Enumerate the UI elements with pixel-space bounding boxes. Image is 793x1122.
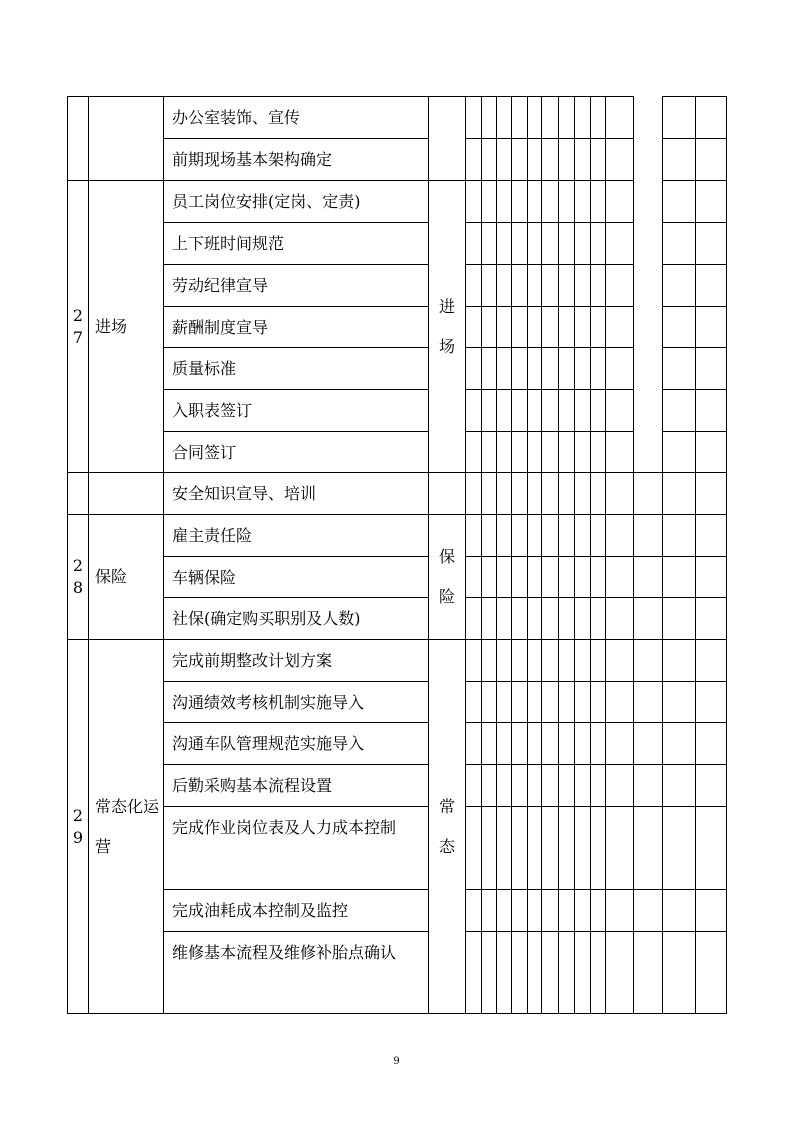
schedule-cell: [511, 931, 528, 1014]
schedule-cell: [605, 389, 634, 432]
schedule-cell: [574, 681, 591, 723]
schedule-cell: [527, 431, 542, 473]
schedule-cell: [695, 597, 727, 640]
schedule-cell: [605, 556, 634, 598]
category: [88, 472, 164, 515]
schedule-cell: [590, 306, 606, 348]
task-name: 薪酬制度宣导: [163, 306, 429, 348]
schedule-cell: [662, 722, 696, 765]
schedule-cell: [527, 138, 542, 181]
schedule-cell: [695, 764, 727, 807]
schedule-cell: [633, 764, 663, 807]
schedule-cell: [511, 222, 528, 265]
schedule-cell: [558, 96, 575, 139]
schedule-cell: [605, 180, 634, 223]
schedule-cell: [511, 597, 528, 640]
schedule-cell: [541, 264, 559, 307]
task-name: 完成作业岗位表及人力成本控制: [163, 806, 429, 890]
schedule-cell: [662, 514, 696, 557]
schedule-cell: [465, 806, 482, 890]
schedule-cell: [695, 514, 727, 557]
schedule-cell: [662, 889, 696, 932]
schedule-cell: [662, 96, 696, 139]
schedule-cell: [496, 514, 512, 557]
task-name: 沟通绩效考核机制实施导入: [163, 681, 429, 723]
schedule-cell: [695, 306, 727, 348]
schedule-cell: [465, 431, 482, 473]
schedule-cell: [633, 889, 663, 932]
schedule-cell: [496, 806, 512, 890]
schedule-cell: [481, 639, 497, 682]
schedule-cell: [695, 138, 727, 181]
schedule-cell: [541, 180, 559, 223]
schedule-cell: [662, 597, 696, 640]
schedule-cell: [574, 931, 591, 1014]
schedule-cell: [574, 889, 591, 932]
task-name: 上下班时间规范: [163, 222, 429, 265]
schedule-cell: [590, 431, 606, 473]
schedule-cell: [558, 889, 575, 932]
schedule-cell: [465, 931, 482, 1014]
schedule-cell: [574, 222, 591, 265]
schedule-cell: [527, 806, 542, 890]
schedule-cell: [662, 431, 696, 473]
task-name: 办公室装饰、宣传: [163, 96, 429, 139]
task-name: 社保(确定购买职别及人数): [163, 597, 429, 640]
schedule-cell: [496, 222, 512, 265]
schedule-cell: [605, 96, 634, 139]
schedule-cell: [695, 96, 727, 139]
schedule-cell: [590, 681, 606, 723]
schedule-cell: [541, 306, 559, 348]
schedule-cell: [605, 764, 634, 807]
schedule-cell: [662, 347, 696, 390]
schedule-cell: [574, 431, 591, 473]
schedule-cell: [662, 180, 696, 223]
schedule-cell: [496, 722, 512, 765]
schedule-cell: [527, 639, 542, 682]
schedule-cell: [574, 347, 591, 390]
schedule-cell: [605, 306, 634, 348]
phase: 进场: [428, 180, 466, 473]
schedule-cell: [465, 681, 482, 723]
schedule-cell: [590, 472, 606, 515]
schedule-cell: [481, 722, 497, 765]
schedule-cell: [574, 514, 591, 557]
schedule-cell: [558, 138, 575, 181]
schedule-cell: [590, 264, 606, 307]
schedule-cell: [481, 472, 497, 515]
schedule-cell: [496, 556, 512, 598]
schedule-cell: [590, 180, 606, 223]
schedule-cell: [465, 514, 482, 557]
phase: [428, 472, 466, 515]
schedule-cell: [465, 347, 482, 390]
schedule-cell: [511, 722, 528, 765]
schedule-cell: [541, 138, 559, 181]
schedule-cell: [695, 389, 727, 432]
schedule-cell: [633, 597, 663, 640]
schedule-cell: [481, 556, 497, 598]
schedule-cell: [527, 556, 542, 598]
schedule-cell: [662, 806, 696, 890]
schedule-cell: [590, 722, 606, 765]
schedule-cell: [527, 222, 542, 265]
item-number: 27: [67, 180, 89, 473]
schedule-cell: [662, 138, 696, 181]
schedule-cell: [527, 889, 542, 932]
schedule-cell: [496, 889, 512, 932]
schedule-cell: [574, 138, 591, 181]
schedule-cell: [465, 222, 482, 265]
schedule-cell: [541, 347, 559, 390]
schedule-cell: [605, 931, 634, 1014]
task-name: 员工岗位安排(定岗、定责): [163, 180, 429, 223]
item-number: [67, 472, 89, 515]
schedule-cell: [541, 722, 559, 765]
schedule-cell: [574, 806, 591, 890]
schedule-cell: [558, 764, 575, 807]
schedule-cell: [541, 889, 559, 932]
schedule-cell: [481, 597, 497, 640]
schedule-cell: [558, 514, 575, 557]
schedule-cell: [541, 806, 559, 890]
schedule-cell: [541, 597, 559, 640]
schedule-cell: [633, 556, 663, 598]
schedule-cell: [481, 180, 497, 223]
schedule-cell: [558, 806, 575, 890]
schedule-cell: [590, 514, 606, 557]
schedule-cell: [511, 264, 528, 307]
schedule-cell: [574, 722, 591, 765]
schedule-cell: [633, 806, 663, 890]
schedule-cell: [496, 180, 512, 223]
schedule-cell: [511, 764, 528, 807]
schedule-cell: [465, 556, 482, 598]
task-name: 维修基本流程及维修补胎点确认: [163, 931, 429, 1014]
schedule-cell: [558, 222, 575, 265]
schedule-cell: [574, 556, 591, 598]
schedule-cell: [465, 722, 482, 765]
schedule-cell: [541, 472, 559, 515]
schedule-cell: [481, 431, 497, 473]
schedule-cell: [541, 514, 559, 557]
schedule-cell: [695, 222, 727, 265]
schedule-cell: [527, 347, 542, 390]
schedule-cell: [511, 180, 528, 223]
schedule-cell: [662, 556, 696, 598]
item-number: [67, 96, 89, 181]
schedule-cell: [527, 96, 542, 139]
schedule-cell: [496, 764, 512, 807]
schedule-cell: [511, 889, 528, 932]
schedule-cell: [574, 306, 591, 348]
schedule-cell: [605, 806, 634, 890]
schedule-cell: [633, 931, 663, 1014]
schedule-cell: [541, 681, 559, 723]
schedule-cell: [590, 347, 606, 390]
schedule-cell: [541, 931, 559, 1014]
schedule-cell: [662, 264, 696, 307]
schedule-cell: [511, 639, 528, 682]
task-name: 入职表签订: [163, 389, 429, 432]
schedule-cell: [496, 96, 512, 139]
schedule-cell: [527, 514, 542, 557]
schedule-cell: [511, 806, 528, 890]
schedule-cell: [527, 389, 542, 432]
schedule-cell: [541, 222, 559, 265]
schedule-cell: [465, 180, 482, 223]
task-name: 完成前期整改计划方案: [163, 639, 429, 682]
schedule-cell: [590, 639, 606, 682]
schedule-cell: [511, 138, 528, 181]
schedule-cell: [695, 472, 727, 515]
schedule-cell: [558, 306, 575, 348]
schedule-cell: [541, 639, 559, 682]
schedule-cell: [558, 681, 575, 723]
schedule-cell: [481, 138, 497, 181]
phase: 保险: [428, 514, 466, 640]
schedule-cell: [605, 347, 634, 390]
schedule-cell: [511, 431, 528, 473]
task-name: 安全知识宣导、培训: [163, 472, 429, 515]
task-name: 劳动纪律宣导: [163, 264, 429, 307]
schedule-cell: [590, 764, 606, 807]
schedule-cell: [695, 931, 727, 1014]
item-number: 29: [67, 639, 89, 1014]
schedule-cell: [511, 472, 528, 515]
schedule-cell: [481, 96, 497, 139]
schedule-cell: [496, 472, 512, 515]
schedule-cell: [541, 764, 559, 807]
page-number: 9: [393, 1056, 400, 1067]
schedule-cell: [695, 347, 727, 390]
schedule-cell: [465, 306, 482, 348]
schedule-cell: [511, 347, 528, 390]
schedule-cell: [662, 931, 696, 1014]
schedule-cell: [633, 514, 663, 557]
schedule-cell: [590, 889, 606, 932]
schedule-cell: [465, 138, 482, 181]
schedule-cell: [558, 347, 575, 390]
schedule-cell: [527, 764, 542, 807]
schedule-cell: [558, 431, 575, 473]
schedule-cell: [527, 264, 542, 307]
schedule-cell: [605, 264, 634, 307]
schedule-cell: [511, 514, 528, 557]
schedule-cell: [481, 889, 497, 932]
schedule-cell: [465, 639, 482, 682]
task-name: 后勤采购基本流程设置: [163, 764, 429, 807]
category: 保险: [88, 514, 164, 640]
schedule-cell: [590, 96, 606, 139]
schedule-cell: [605, 889, 634, 932]
schedule-cell: [465, 764, 482, 807]
schedule-cell: [558, 389, 575, 432]
schedule-cell: [695, 722, 727, 765]
schedule-cell: [695, 180, 727, 223]
schedule-cell: [558, 931, 575, 1014]
schedule-cell: [662, 389, 696, 432]
schedule-cell: [481, 389, 497, 432]
phase: 常态: [428, 639, 466, 1014]
schedule-cell: [574, 597, 591, 640]
schedule-cell: [605, 222, 634, 265]
schedule-cell: [465, 889, 482, 932]
task-name: 质量标准: [163, 347, 429, 390]
schedule-cell: [527, 597, 542, 640]
schedule-cell: [605, 639, 634, 682]
schedule-cell: [496, 681, 512, 723]
schedule-cell: [541, 556, 559, 598]
schedule-cell: [465, 264, 482, 307]
category: 进场: [88, 180, 164, 473]
schedule-cell: [695, 681, 727, 723]
schedule-cell: [633, 722, 663, 765]
schedule-cell: [662, 472, 696, 515]
schedule-cell: [574, 472, 591, 515]
schedule-cell: [558, 639, 575, 682]
task-name: 雇主责任险: [163, 514, 429, 557]
task-name: 前期现场基本架构确定: [163, 138, 429, 181]
schedule-cell: [481, 931, 497, 1014]
schedule-cell: [481, 806, 497, 890]
schedule-cell: [496, 347, 512, 390]
schedule-cell: [605, 472, 634, 515]
schedule-cell: [481, 306, 497, 348]
task-name: 完成油耗成本控制及监控: [163, 889, 429, 932]
schedule-cell: [481, 264, 497, 307]
schedule-cell: [662, 306, 696, 348]
schedule-cell: [511, 556, 528, 598]
schedule-cell: [527, 180, 542, 223]
schedule-cell: [695, 556, 727, 598]
schedule-cell: [574, 180, 591, 223]
schedule-cell: [465, 597, 482, 640]
schedule-cell: [605, 138, 634, 181]
schedule-cell: [695, 889, 727, 932]
schedule-cell: [605, 597, 634, 640]
category: 常态化运 营: [88, 639, 164, 1014]
schedule-cell: [662, 222, 696, 265]
schedule-cell: [496, 138, 512, 181]
schedule-cell: [527, 472, 542, 515]
schedule-cell: [541, 431, 559, 473]
schedule-cell: [662, 681, 696, 723]
schedule-cell: [590, 389, 606, 432]
schedule-cell: [695, 806, 727, 890]
schedule-cell: [496, 931, 512, 1014]
schedule-cell: [605, 681, 634, 723]
schedule-cell: [590, 597, 606, 640]
task-name: 车辆保险: [163, 556, 429, 598]
schedule-cell: [590, 931, 606, 1014]
schedule-cell: [527, 681, 542, 723]
schedule-cell: [574, 96, 591, 139]
schedule-cell: [558, 472, 575, 515]
schedule-cell: [574, 264, 591, 307]
schedule-cell: [481, 347, 497, 390]
schedule-cell: [481, 222, 497, 265]
schedule-cell: [574, 389, 591, 432]
schedule-cell: [527, 306, 542, 348]
schedule-cell: [511, 681, 528, 723]
schedule-cell: [511, 389, 528, 432]
schedule-cell: [558, 556, 575, 598]
schedule-cell: [511, 306, 528, 348]
schedule-cell: [633, 639, 663, 682]
item-number: 28: [67, 514, 89, 640]
schedule-cell: [527, 931, 542, 1014]
schedule-cell: [590, 806, 606, 890]
schedule-cell: [496, 389, 512, 432]
schedule-cell: [465, 96, 482, 139]
schedule-cell: [496, 639, 512, 682]
schedule-cell: [541, 389, 559, 432]
schedule-cell: [481, 681, 497, 723]
schedule-cell: [496, 306, 512, 348]
task-name: 合同签订: [163, 431, 429, 473]
schedule-cell: [574, 639, 591, 682]
schedule-cell: [590, 222, 606, 265]
schedule-cell: [496, 264, 512, 307]
schedule-cell: [633, 472, 663, 515]
task-name: 沟通车队管理规范实施导入: [163, 722, 429, 765]
schedule-cell: [605, 514, 634, 557]
schedule-cell: [465, 389, 482, 432]
schedule-cell: [633, 681, 663, 723]
schedule-cell: [496, 597, 512, 640]
schedule-cell: [662, 764, 696, 807]
schedule-cell: [481, 514, 497, 557]
schedule-cell: [511, 96, 528, 139]
schedule-cell: [574, 764, 591, 807]
schedule-cell: [695, 431, 727, 473]
schedule-cell: [695, 264, 727, 307]
schedule-cell: [527, 722, 542, 765]
schedule-cell: [481, 764, 497, 807]
schedule-cell: [605, 431, 634, 473]
schedule-cell: [465, 472, 482, 515]
schedule-cell: [590, 138, 606, 181]
phase: [428, 96, 466, 181]
schedule-cell: [558, 597, 575, 640]
schedule-cell: [558, 264, 575, 307]
schedule-cell: [590, 556, 606, 598]
schedule-cell: [662, 639, 696, 682]
schedule-cell: [496, 431, 512, 473]
schedule-cell: [558, 722, 575, 765]
schedule-cell: [541, 96, 559, 139]
category: [88, 96, 164, 181]
schedule-cell: [605, 722, 634, 765]
schedule-cell: [695, 639, 727, 682]
schedule-cell: [558, 180, 575, 223]
